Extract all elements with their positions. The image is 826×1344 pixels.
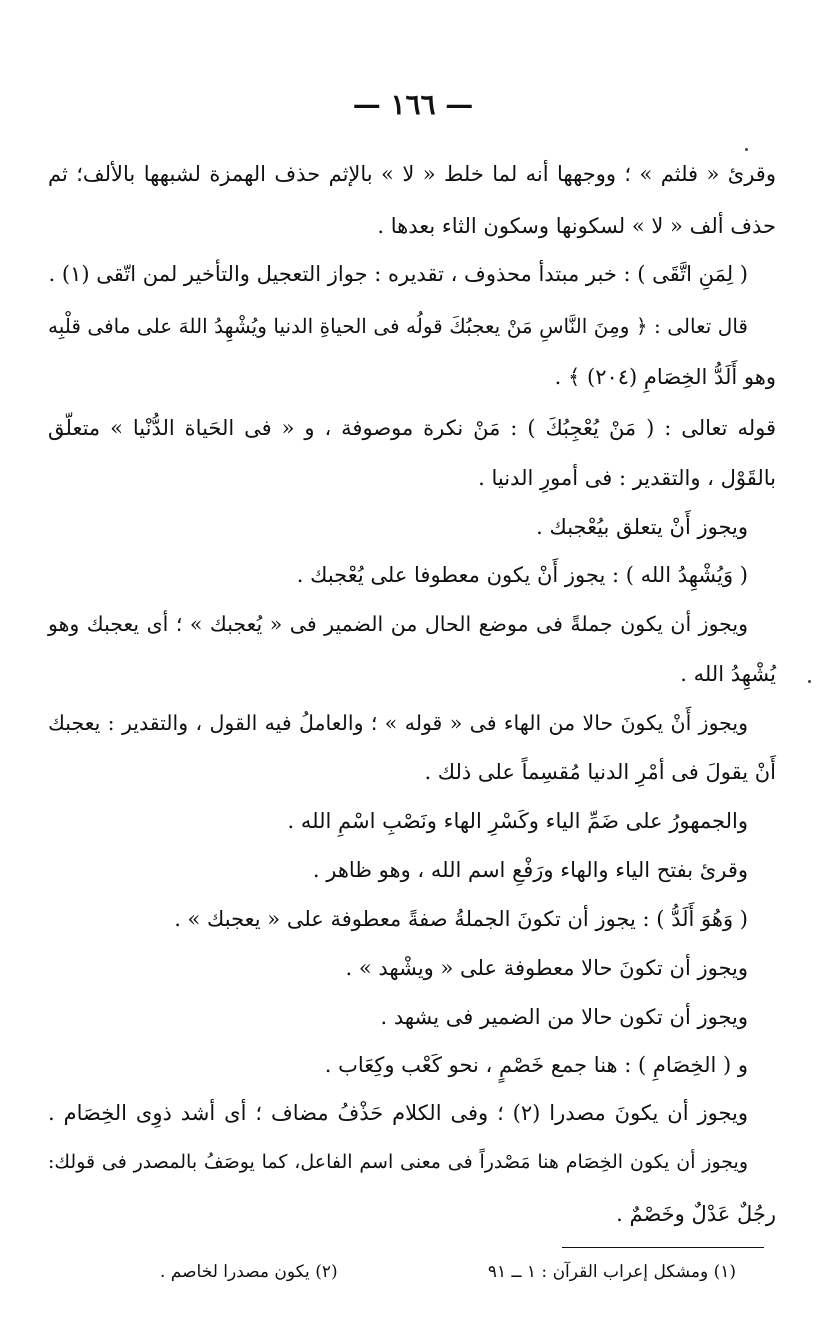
text-line: أَنْ يقولَ فى أمْرِ الدنيا مُقسِماً على ذلك . [424, 760, 776, 784]
footnote-2: (٢) يكون مصدرا لخاصم . [160, 1262, 338, 1282]
text-line: وهو أَلَدُّ الخِصَامِ (٢٠٤) ﴾ . [554, 365, 776, 389]
text-line: ويجوز أن يكون الخِصَام هنا مَصْدراً فى معنى اسم الفاعل، كما يوصَفُ بالمصدر فى قولك: [48, 1151, 748, 1173]
text-line: ويجوز أن يكون جملةً فى موضع الحال من الضمير فى « يُعجبك » ؛ أى يعجبك وهو [48, 612, 748, 636]
text-line: ويجوز أَنْ يتعلق بيُعْجبك . [536, 515, 748, 539]
text-line: و ( الخِصَامِ ) : هنا جمع خَصْمٍ ، نحو كَعْب وكِعَاب . [324, 1053, 748, 1077]
text-line: ويجوز أن تكونَ حالا معطوفة على « ويشْهد » . [345, 956, 748, 980]
page-number: — ١٦٦ — [352, 88, 474, 121]
text-line: ( وَهُوَ أَلَدُّ ) : يجوز أن تكونَ الجملةُ صفةً معطوفة على « يعجبك » . [174, 907, 748, 931]
text-line: وقرئ « فلثم » ؛ ووجهها أنه لما خلط « لا » بالإثم حذف الهمزة لشبهها بالألف؛ ثم [48, 162, 776, 186]
text-line: حذف ألف « لا » لسكونها وسكون الثاء بعدها . [377, 214, 776, 238]
footnotes [160, 1258, 736, 1286]
text-line: ويجوز أن يكونَ مصدرا (٢) ؛ وفى الكلام حَذْفُ مضاف ؛ أى أشد ذوِى الخِصَام . [48, 1101, 748, 1125]
text-line: ( لِمَنِ اتَّقَى ) : خبر مبتدأ محذوف ، تقديره : جواز التعجيل والتأخير لمن اتّقى (١) . [48, 262, 748, 286]
text-line: قال تعالى : ﴿ ومِنَ النَّاسِ مَنْ يعجبُكَ قولُه فى الحياةِ الدنيا ويُشْهِدُ اللهَ على مافى قلْبِه [48, 314, 748, 338]
text-line: والجمهورُ على ضَمِّ الياء وكَسْرِ الهاء ونَصْبِ اسْمِ الله . [287, 809, 748, 833]
text-line: رجُلٌ عَدْلٌ وخَصْمٌ . [616, 1202, 776, 1226]
text-line: وقرئ بفتح الياء والهاء ورَفْعِ اسم الله ، وهو ظاهر . [312, 858, 748, 882]
text-line: قوله تعالى : ( مَنْ يُعْجِبُكَ ) : مَنْ نكرة موصوفة ، و « فى الحَياة الدُّنْيا » متعلّق [48, 416, 776, 440]
text-line: ويجوز أَنْ يكونَ حالا من الهاء فى « قوله » ؛ والعاملُ فيه القول ، والتقدير : يعجبك [48, 711, 748, 735]
text-line: يُشْهِدُ الله . [680, 662, 776, 686]
footnote-1: (١) ومشكل إعراب القرآن : ١ ــ ٩١ [487, 1262, 736, 1282]
text-line: بالقَوْل ، والتقدير : فى أمورِ الدنيا . [478, 466, 776, 490]
text-line: ويجوز أن تكون حالا من الضمير فى يشهد . [380, 1005, 748, 1029]
text-line: ( وَيُشْهِدُ الله ) : يجوز أَنْ يكون معطوفا على يُعْجبك . [296, 563, 748, 587]
print-speck [808, 680, 811, 683]
print-speck [745, 148, 748, 151]
footnote-divider [562, 1247, 764, 1248]
